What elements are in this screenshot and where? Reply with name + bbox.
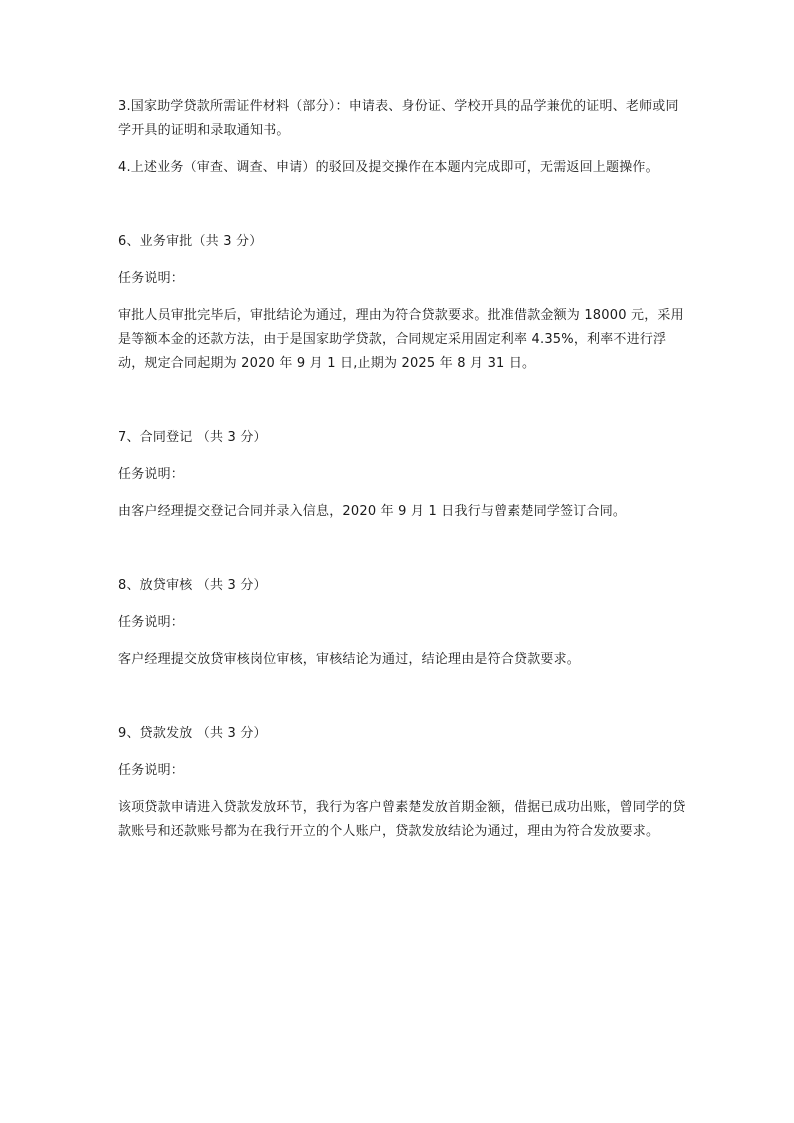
section-heading: 6、业务审批（共 3 分） bbox=[118, 234, 263, 249]
section-label: 任务说明： bbox=[118, 615, 185, 630]
section-heading: 7、合同登记 （共 3 分） bbox=[118, 430, 267, 445]
section-heading: 8、放贷审核 （共 3 分） bbox=[118, 578, 267, 593]
section-6 bbox=[118, 230, 688, 376]
section-body: 客户经理提交放贷审核岗位审核，审核结论为通过，结论理由是符合贷款要求。 bbox=[118, 652, 581, 667]
section-body: 该项贷款申请进入贷款发放环节，我行为客户曾素楚发放首期金额，借据已成功出账，曾同学的贷款账号和还款账号都为在我行开立的个人账户，贷款发放结论为通过，理由为符合发放要求。 bbox=[118, 800, 686, 839]
section-heading: 9、贷款发放 （共 3 分） bbox=[118, 726, 267, 741]
section-body: 由客户经理提交登记合同并录入信息，2020 年 9 月 1 日我行与曾素楚同学签订合同。 bbox=[118, 504, 627, 519]
section-body: 审批人员审批完毕后，审批结论为通过，理由为符合贷款要求。批准借款金额为 18000 元，采用是等额本金的还款方法，由于是国家助学贷款，合同规定采用固定利率 4.35%，利率不进行浮动，规定合同起期为 2020 年 9 月 1 日,止期为 2025 年 8 月 31 日。 bbox=[118, 308, 684, 371]
document-page bbox=[118, 95, 688, 844]
section-label: 任务说明： bbox=[118, 763, 185, 778]
section-8 bbox=[118, 574, 688, 672]
section-label: 任务说明： bbox=[118, 467, 185, 482]
section-7 bbox=[118, 426, 688, 524]
intro-item-3: 3.国家助学贷款所需证件材料（部分）：申请表、身份证、学校开具的品学兼优的证明、老师或同学开具的证明和录取通知书。 bbox=[118, 99, 679, 138]
section-label: 任务说明： bbox=[118, 271, 185, 286]
section-9 bbox=[118, 722, 688, 844]
intro-item-4: 4.上述业务（审查、调查、申请）的驳回及提交操作在本题内完成即可，无需返回上题操作。 bbox=[118, 160, 659, 175]
